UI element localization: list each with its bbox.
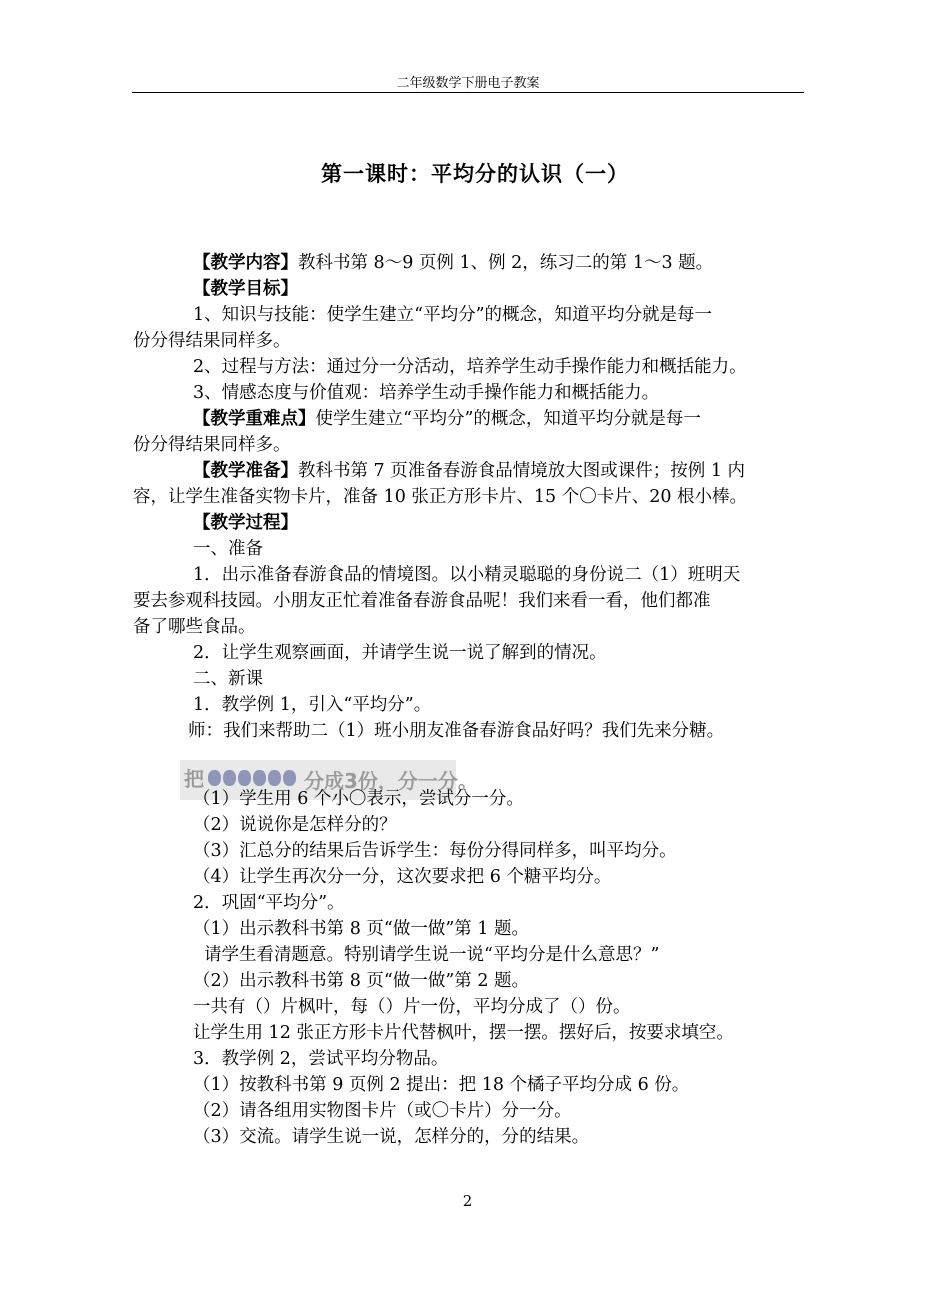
paragraph-line: 备了哪些食品。 — [133, 617, 256, 637]
key-points-text: 使学生建立“平均分”的概念，知道平均分就是每一 — [315, 409, 701, 429]
paragraph-line: （1）出示教科书第 8 页“做一做”第 1 题。 — [193, 919, 530, 939]
paragraph-line: （1）按教科书第 9 页例 2 提出：把 18 个橘子平均分成 6 份。 — [193, 1075, 690, 1095]
teaching-process-label: 【教学过程】 — [193, 513, 298, 533]
paragraph-line: （3）汇总分的结果后告诉学生：每份分得同样多，叫平均分。 — [193, 841, 677, 861]
paragraph-line: 一共有（）片枫叶，每（）片一份，平均分成了（）份。 — [193, 997, 631, 1017]
paragraph-line: 份分得结果同样多。 — [133, 435, 291, 455]
candy-icon — [223, 770, 236, 786]
paragraph-line: 3、情感态度与价值观：培养学生动手操作能力和概括能力。 — [193, 383, 660, 403]
paragraph-line: 2．让学生观察画面，并请学生说一说了解到的情况。 — [193, 643, 607, 663]
candy-icon — [253, 770, 266, 786]
preparation-text: 教科书第 7 页准备春游食品情境放大图或课件；按例 1 内 — [298, 461, 746, 481]
paragraph-line: （3）交流。请学生说一说，怎样分的，分的结果。 — [193, 1127, 590, 1147]
teaching-content-label: 【教学内容】 — [193, 253, 298, 273]
paragraph-line: 让学生用 12 张正方形卡片代替枫叶，摆一摆。摆好后，按要求填空。 — [193, 1023, 734, 1043]
preparation-label: 【教学准备】 — [193, 461, 298, 481]
preparation-line — [193, 458, 745, 484]
page-number: 2 — [462, 1192, 473, 1210]
teaching-content-line — [193, 250, 713, 276]
candy-icon — [208, 770, 221, 786]
paragraph-line: 3．教学例 2，尝试平均分物品。 — [193, 1049, 449, 1069]
paragraph-line: 请学生看清题意。特别请学生说一说“平均分是什么意思？” — [204, 945, 660, 965]
paragraph-line: （1）学生用 6 个小〇表示，尝试分一分。 — [193, 789, 524, 809]
key-points-label: 【教学重难点】 — [193, 409, 316, 429]
section-heading: 二、新课 — [193, 669, 263, 689]
paragraph-line: （2）说说你是怎样分的？ — [193, 815, 397, 835]
illustration-text-right: 分成3份，分一分。 — [304, 769, 478, 793]
paragraph-line: （2）出示教科书第 8 页“做一做”第 2 题。 — [193, 971, 530, 991]
paragraph-line: 容，让学生准备实物卡片，准备 10 张正方形卡片、15 个〇卡片、20 根小棒。 — [133, 487, 748, 507]
section-heading: 一、准备 — [193, 539, 263, 559]
teaching-content-text: 教科书第 8～9 页例 1、例 2，练习二的第 1～3 题。 — [298, 253, 714, 273]
paragraph-line: 师：我们来帮助二（1）班小朋友准备春游食品好吗？我们先来分糖。 — [188, 721, 725, 741]
paragraph-line: 1．出示准备春游食品的情境图。以小精灵聪聪的身份说二（1）班明天 — [193, 565, 741, 585]
page-header: 二年级数学下册电子教案 — [396, 76, 540, 91]
candy-icon — [238, 770, 251, 786]
key-points-line — [193, 406, 701, 432]
paragraph-line: 1、知识与技能：使学生建立“平均分”的概念，知道平均分就是每一 — [193, 305, 713, 325]
paragraph-line: 份分得结果同样多。 — [133, 331, 291, 351]
teaching-goals-label: 【教学目标】 — [193, 279, 298, 299]
header-rule — [132, 92, 804, 93]
paragraph-line: 1．教学例 1，引入“平均分”。 — [193, 695, 432, 715]
paragraph-line: （2）请各组用实物图卡片（或〇卡片）分一分。 — [193, 1101, 572, 1121]
paragraph-line: 2、过程与方法：通过分一分活动，培养学生动手操作能力和概括能力。 — [193, 357, 747, 377]
paragraph-line: 2．巩固“平均分”。 — [193, 893, 345, 913]
candy-icon — [268, 770, 281, 786]
illustration-text-left: 把 — [184, 767, 204, 791]
paragraph-line: 要去参观科技园。小朋友正忙着准备春游食品呢！我们来看一看，他们都准 — [133, 591, 711, 611]
page-title: 第一课时：平均分的认识（一） — [321, 162, 629, 186]
candy-icon — [283, 770, 296, 786]
paragraph-line: （4）让学生再次分一分，这次要求把 6 个糖平均分。 — [193, 867, 612, 887]
